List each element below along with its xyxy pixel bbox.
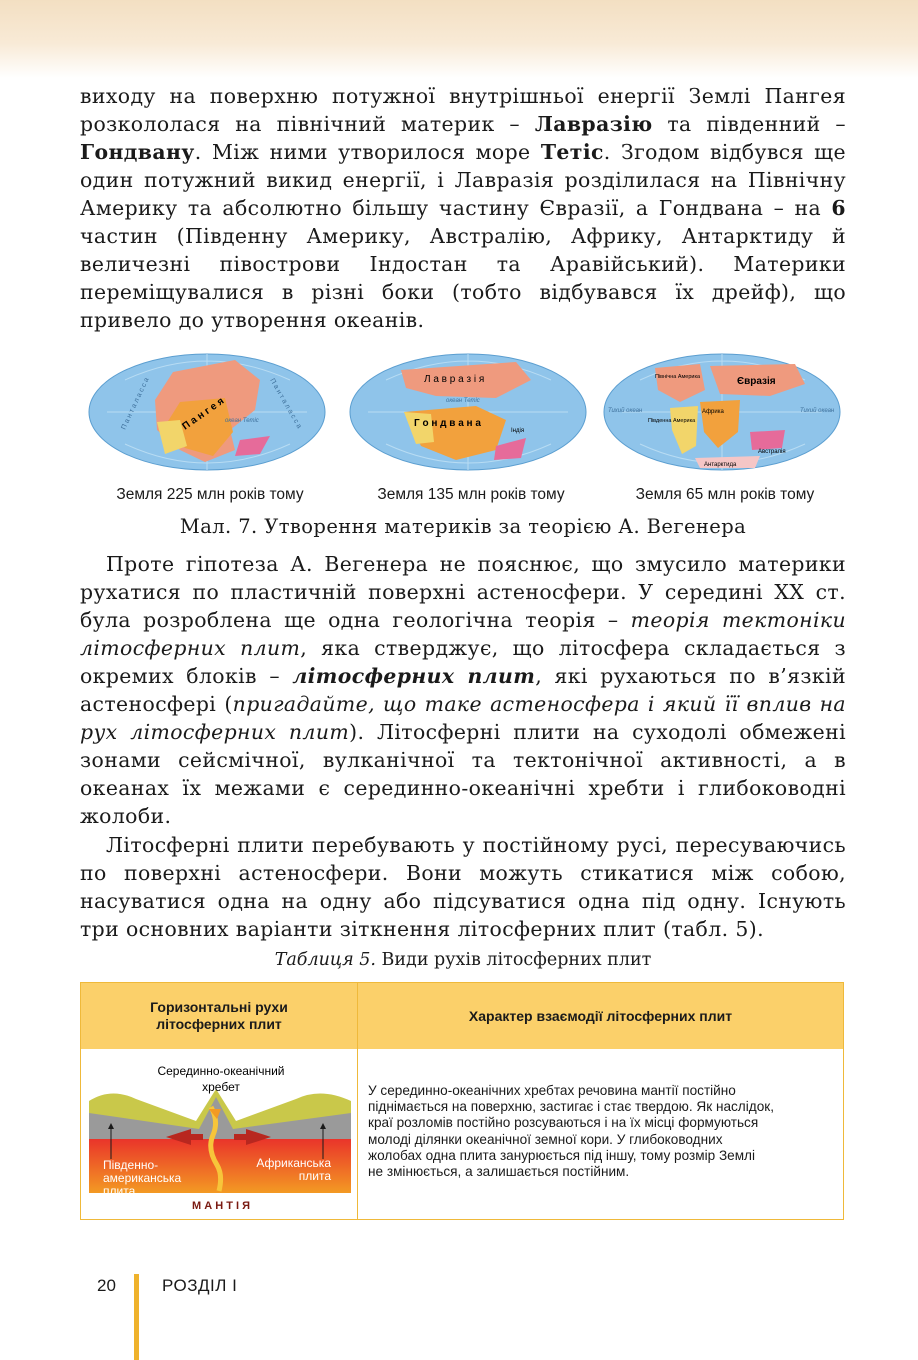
map2-label-tethys: океан Тетіс [446,398,480,404]
text-run: Проте гіпотеза А. Вегенера не пояснює, що змусило материки рухатися по пластичній поверхні астеносфери. У середині XX ст. була розроблена ще одна геологічна теорія – [80,552,846,632]
diagram-left-plate-1: Південно- [103,1158,159,1172]
text-run: частин (Південну Америку, Австралію, Африку, Антарктиду й величезні півострови Індостан та Аравійський). Материки переміщувалися в різні боки (тобто відбувався їх дрейф), що привело до утворення океанів. [80,224,846,332]
interaction-line: не змінюється, а залишається постійним. [368,1164,630,1180]
map3-label-africa: Африка [702,409,724,415]
map2-label-laurasia: Л а в р а з і я [424,374,485,385]
map-225-million [85,350,335,515]
page-number: 20 [97,1276,116,1295]
table-caption-title: Види рухів літосферних плит [375,950,652,970]
interaction-line: жолобах одна плита занурюється під іншу, тому розмір Землі [368,1147,756,1163]
text-run: Гондвану [80,140,195,164]
map1-label-panthalassa-right: П а н т а л а с с а [268,377,303,430]
plate-movement-table [80,982,844,1220]
map1-label-pangea: П а н г е я [180,395,227,433]
map-135-caption: Земля 135 млн років тому [377,486,565,503]
text-run: теорія тектоніки літосферних плит [80,608,846,660]
text-run: Лавразію [534,112,653,136]
map-135-million [346,350,596,515]
text-run: . Між ними утворилося море [194,140,541,164]
text-run: Літосферні плити перебувають у постійному русі, пересуваючись по поверхні астеносфери. Вони можуть стикатися між собою, насуватися одна на одну або підсуватися одна під одну. Існують три основних варіанти зіткнення літосферних плит (табл. 5). [80,833,846,941]
text-run: . Згодом відбувся ще один потужний викид енергії, і Лавразія розділилася на Північну Америку та абсолютно більшу частину Євразії, а Гондвана – на [80,140,846,220]
table-header-movement: Горизонтальні рухи літосферних плит [81,983,358,1049]
diagram-right-plate-1: Африканська [256,1156,331,1170]
paragraph-plate-tectonics [80,550,846,830]
interaction-line: молоді ділянки океанічної земної кори. У глибоководних [368,1131,723,1147]
table-header-interaction: Характер взаємодії літосферних плит [358,983,843,1049]
mid-ocean-ridge-diagram [81,1049,356,1219]
diagram-left-plate-2: американська [103,1171,182,1185]
map3-label-south-america: Південна Америка [648,418,696,424]
map1-label-tethys: океан Тетіс [225,418,259,424]
map-135-svg [346,350,591,480]
map-225-svg [85,350,330,480]
map3-label-antarctica: Антарктида [704,462,737,468]
interaction-line: краї розломів постійно розсуваються і на їх місці формуються [368,1115,759,1131]
text-run: , які рухаються по в’язкій астеносфері ( [80,664,846,716]
diagram-left-plate-3: плита [103,1184,136,1198]
text-run: виходу на поверхню потужної внутрішньої енергії Землі Пангея розкололася на північний материк – [80,84,846,136]
text-run: літосферних плит [292,664,536,688]
diagram-ridge-title-1: Серединно-океанічний [157,1064,285,1078]
map-65-svg [600,350,845,480]
map1-label-panthalassa-left: П а н т а л а с с а [120,376,151,431]
diagram-mantle-label: М А Н Т І Я [191,1200,251,1212]
map3-label-australia: Австралія [758,449,786,455]
map3-label-eurasia: Євразія [737,376,776,387]
table-cell-diagram [81,1049,358,1219]
table-caption-number: Таблиця 5. [274,950,376,970]
map-65-million [600,350,850,515]
section-label: РОЗДІЛ І [162,1276,238,1295]
paragraph-plate-movement [80,831,846,943]
interaction-line: піднімається на поверхню, застигає і стає твердою. Як наслідок, [368,1099,774,1115]
text-run: та південний – [652,112,847,136]
text-run: пригадайте, що таке астеносфера і який її вплив на рух літосферних плит [80,692,846,744]
text-run: 6 [831,196,846,220]
map2-label-india: Індія [511,428,525,434]
table-cell-interaction-text [368,1083,828,1180]
paragraph-pangea-split [80,82,846,334]
diagram-ridge-title-2: хребет [202,1080,240,1094]
decorative-world-map-header [0,0,918,78]
map-225-caption: Земля 225 млн років тому [116,486,304,503]
figure-continent-formation [80,350,846,515]
text-run: Тетіс [540,140,604,164]
map3-label-north-america: Північна Америка [655,374,701,380]
map-65-caption: Земля 65 млн років тому [635,486,815,503]
text-run: , яка стверджує, що літосфера складається з окремих блоків – [80,636,846,688]
diagram-right-plate-2: плита [298,1169,331,1183]
map2-label-gondwana: Г о н д в а н а [414,418,481,429]
map3-label-pacific-right: Тихий океан [800,408,835,414]
map3-label-pacific-left: Тихий океан [608,408,643,414]
text-run: ). Літосферні плити на суходолі обмежені зонами сейсмічної, вулканічної та тектонічної активності, а в океанах їх межами є серединно-океанічні хребти і глибоководні жолоби. [80,720,847,828]
interaction-line: У серединно-океанічних хребтах речовина мантії постійно [368,1083,736,1098]
footer-divider [134,1274,139,1360]
table-caption [80,950,846,970]
figure-caption: Мал. 7. Утворення материків за теорією А. Вегенера [179,515,747,538]
